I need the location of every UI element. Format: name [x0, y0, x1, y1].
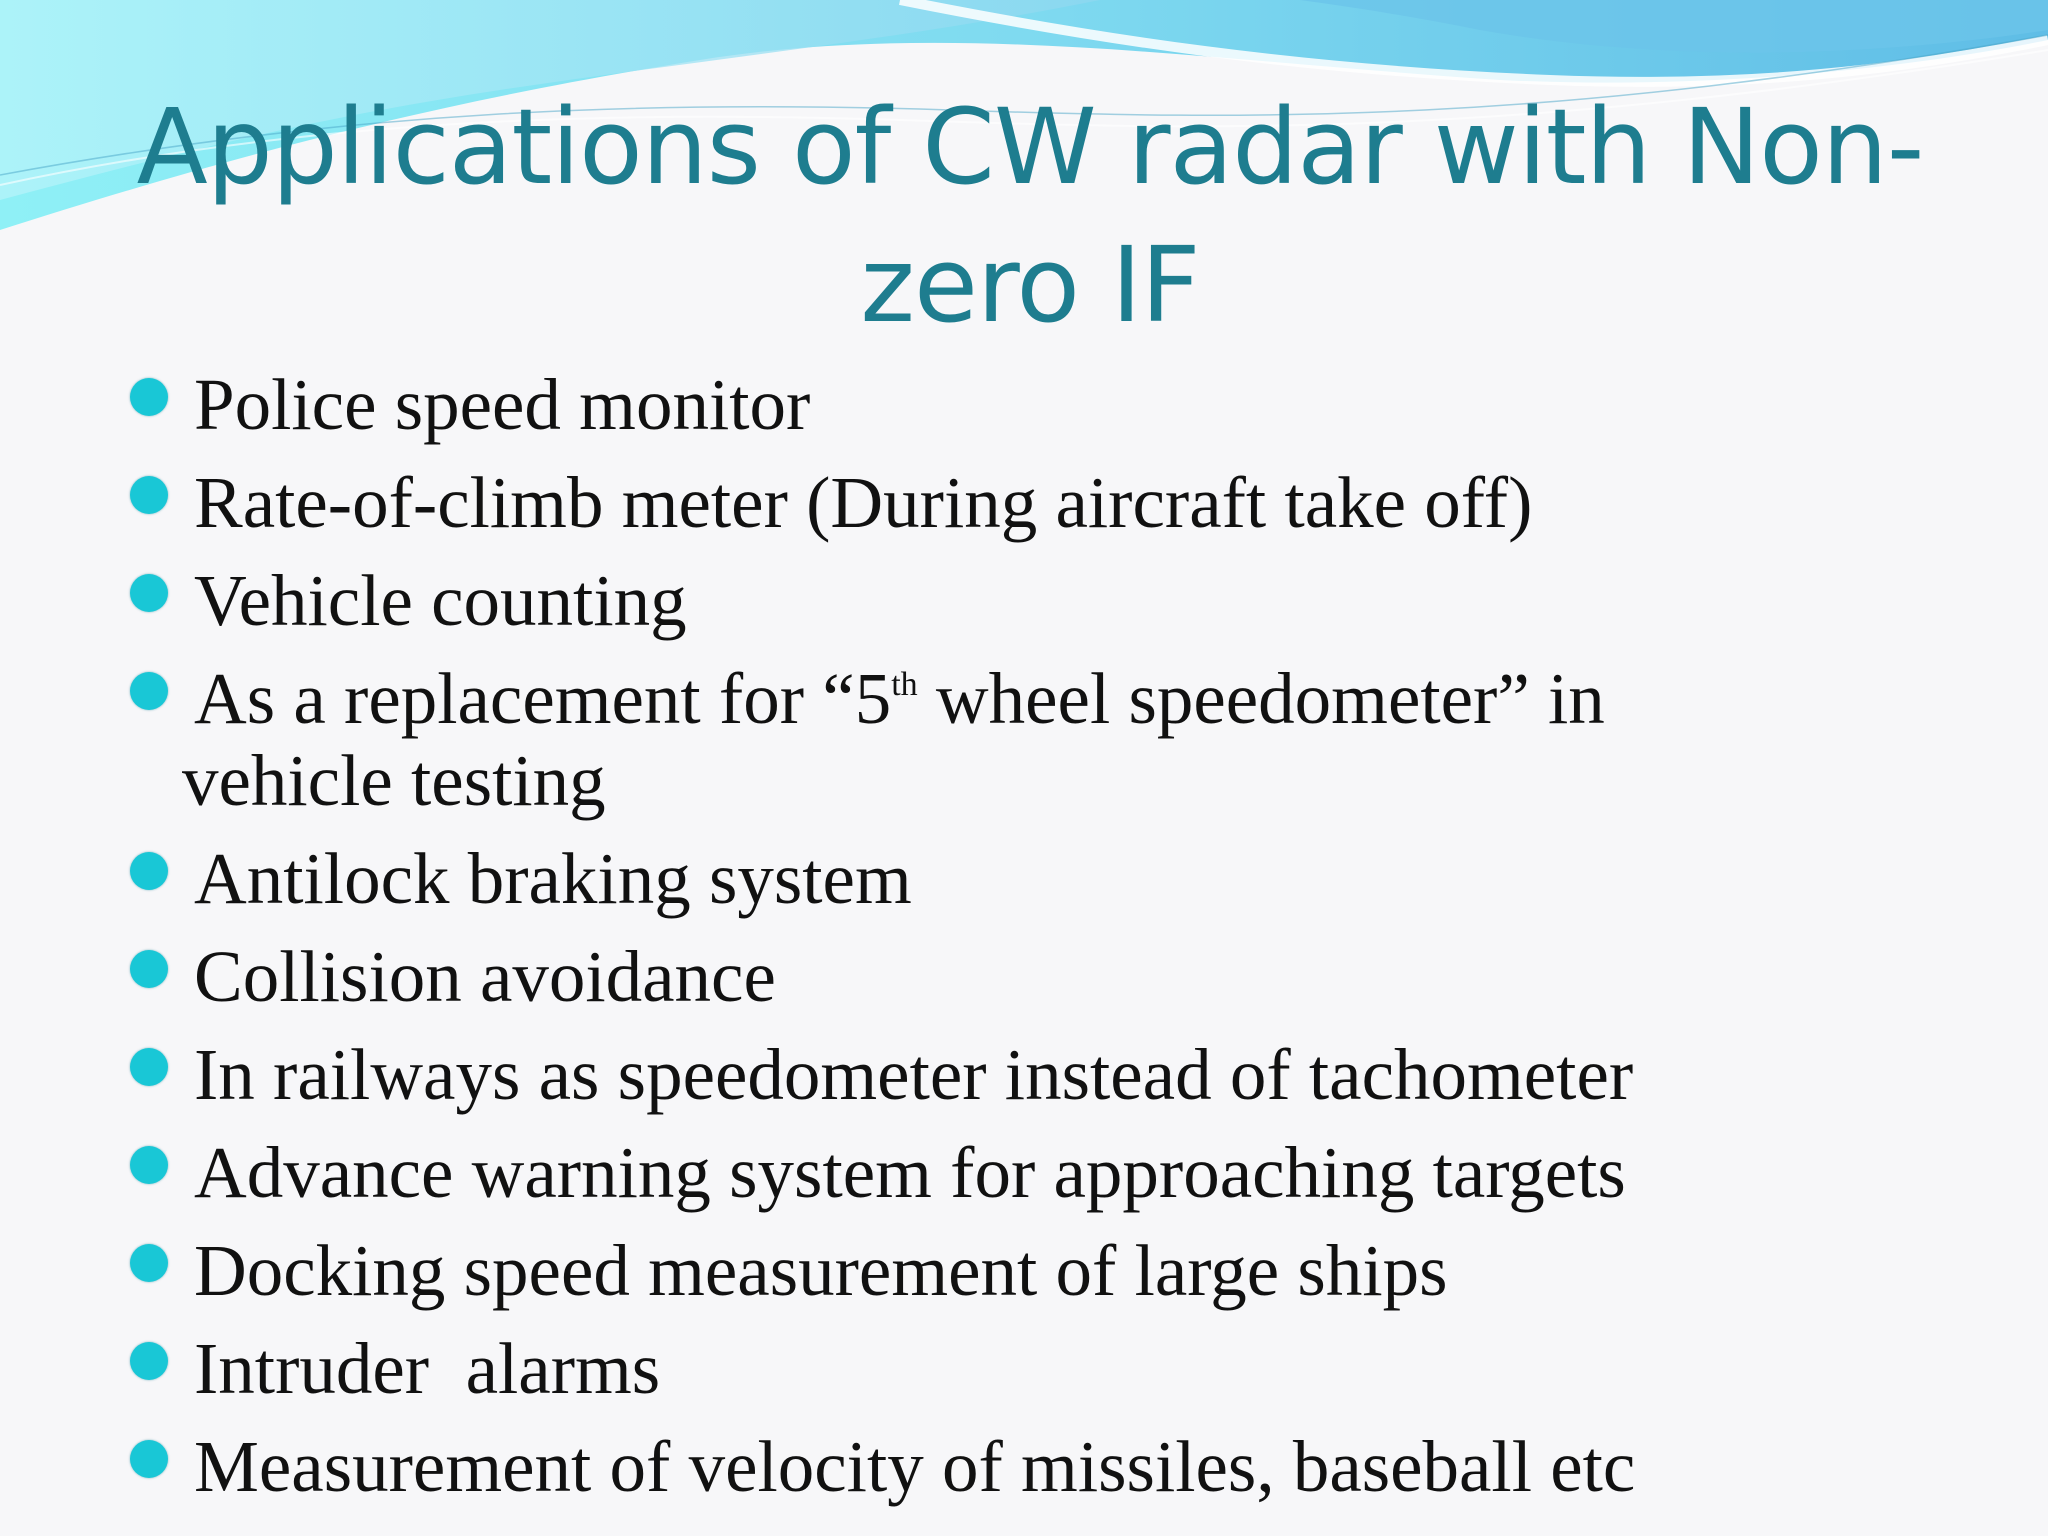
slide-title: Applications of CW radar with Non-zero IF — [136, 86, 1924, 346]
list-item — [126, 1026, 2006, 1124]
list-item-text: Antilock braking system — [194, 838, 912, 919]
list-item-text-continued: vehicle testing — [182, 740, 606, 821]
list-item-text: Advance warning system for approaching targets — [194, 1132, 1626, 1213]
list-item — [126, 1222, 2006, 1320]
list-item-text: In railways as speedometer instead of tachometer — [194, 1034, 1634, 1115]
list-item — [126, 928, 2006, 1026]
bullet-dot-icon — [130, 574, 168, 612]
list-item — [126, 454, 2006, 552]
list-item-text: Police speed monitor — [194, 364, 811, 445]
list-item — [126, 552, 2006, 650]
bullet-dot-icon — [130, 1244, 168, 1282]
list-item-text: Collision avoidance — [194, 936, 776, 1017]
list-item — [126, 830, 2006, 928]
bullet-dot-icon — [130, 1440, 168, 1478]
bullet-dot-icon — [130, 1146, 168, 1184]
list-item-text-start: As a replacement for “5 — [194, 658, 892, 739]
list-item-text: Rate-of-climb meter (During aircraft take off) — [194, 462, 1533, 543]
bullet-dot-icon — [130, 852, 168, 890]
bullet-dot-icon — [130, 378, 168, 416]
bullet-dot-icon — [130, 672, 168, 710]
bullet-list — [126, 356, 2006, 1516]
list-item-text: Vehicle counting — [194, 560, 687, 641]
list-item-text: Docking speed measurement of large ships — [194, 1230, 1448, 1311]
bullet-dot-icon — [130, 950, 168, 988]
list-item — [126, 1418, 2006, 1516]
list-item — [126, 356, 2006, 454]
list-item — [126, 1320, 2006, 1418]
bullet-dot-icon — [130, 476, 168, 514]
list-item-text: Measurement of velocity of missiles, baseball etc — [194, 1426, 1636, 1507]
list-item — [126, 1124, 2006, 1222]
ordinal-suffix: th — [891, 666, 918, 703]
bullet-dot-icon — [130, 1048, 168, 1086]
bullet-dot-icon — [130, 1342, 168, 1380]
list-item-text: Intruder alarms — [194, 1328, 661, 1409]
list-item — [126, 650, 2006, 830]
list-item-text-end: wheel speedometer” in — [917, 658, 1605, 739]
